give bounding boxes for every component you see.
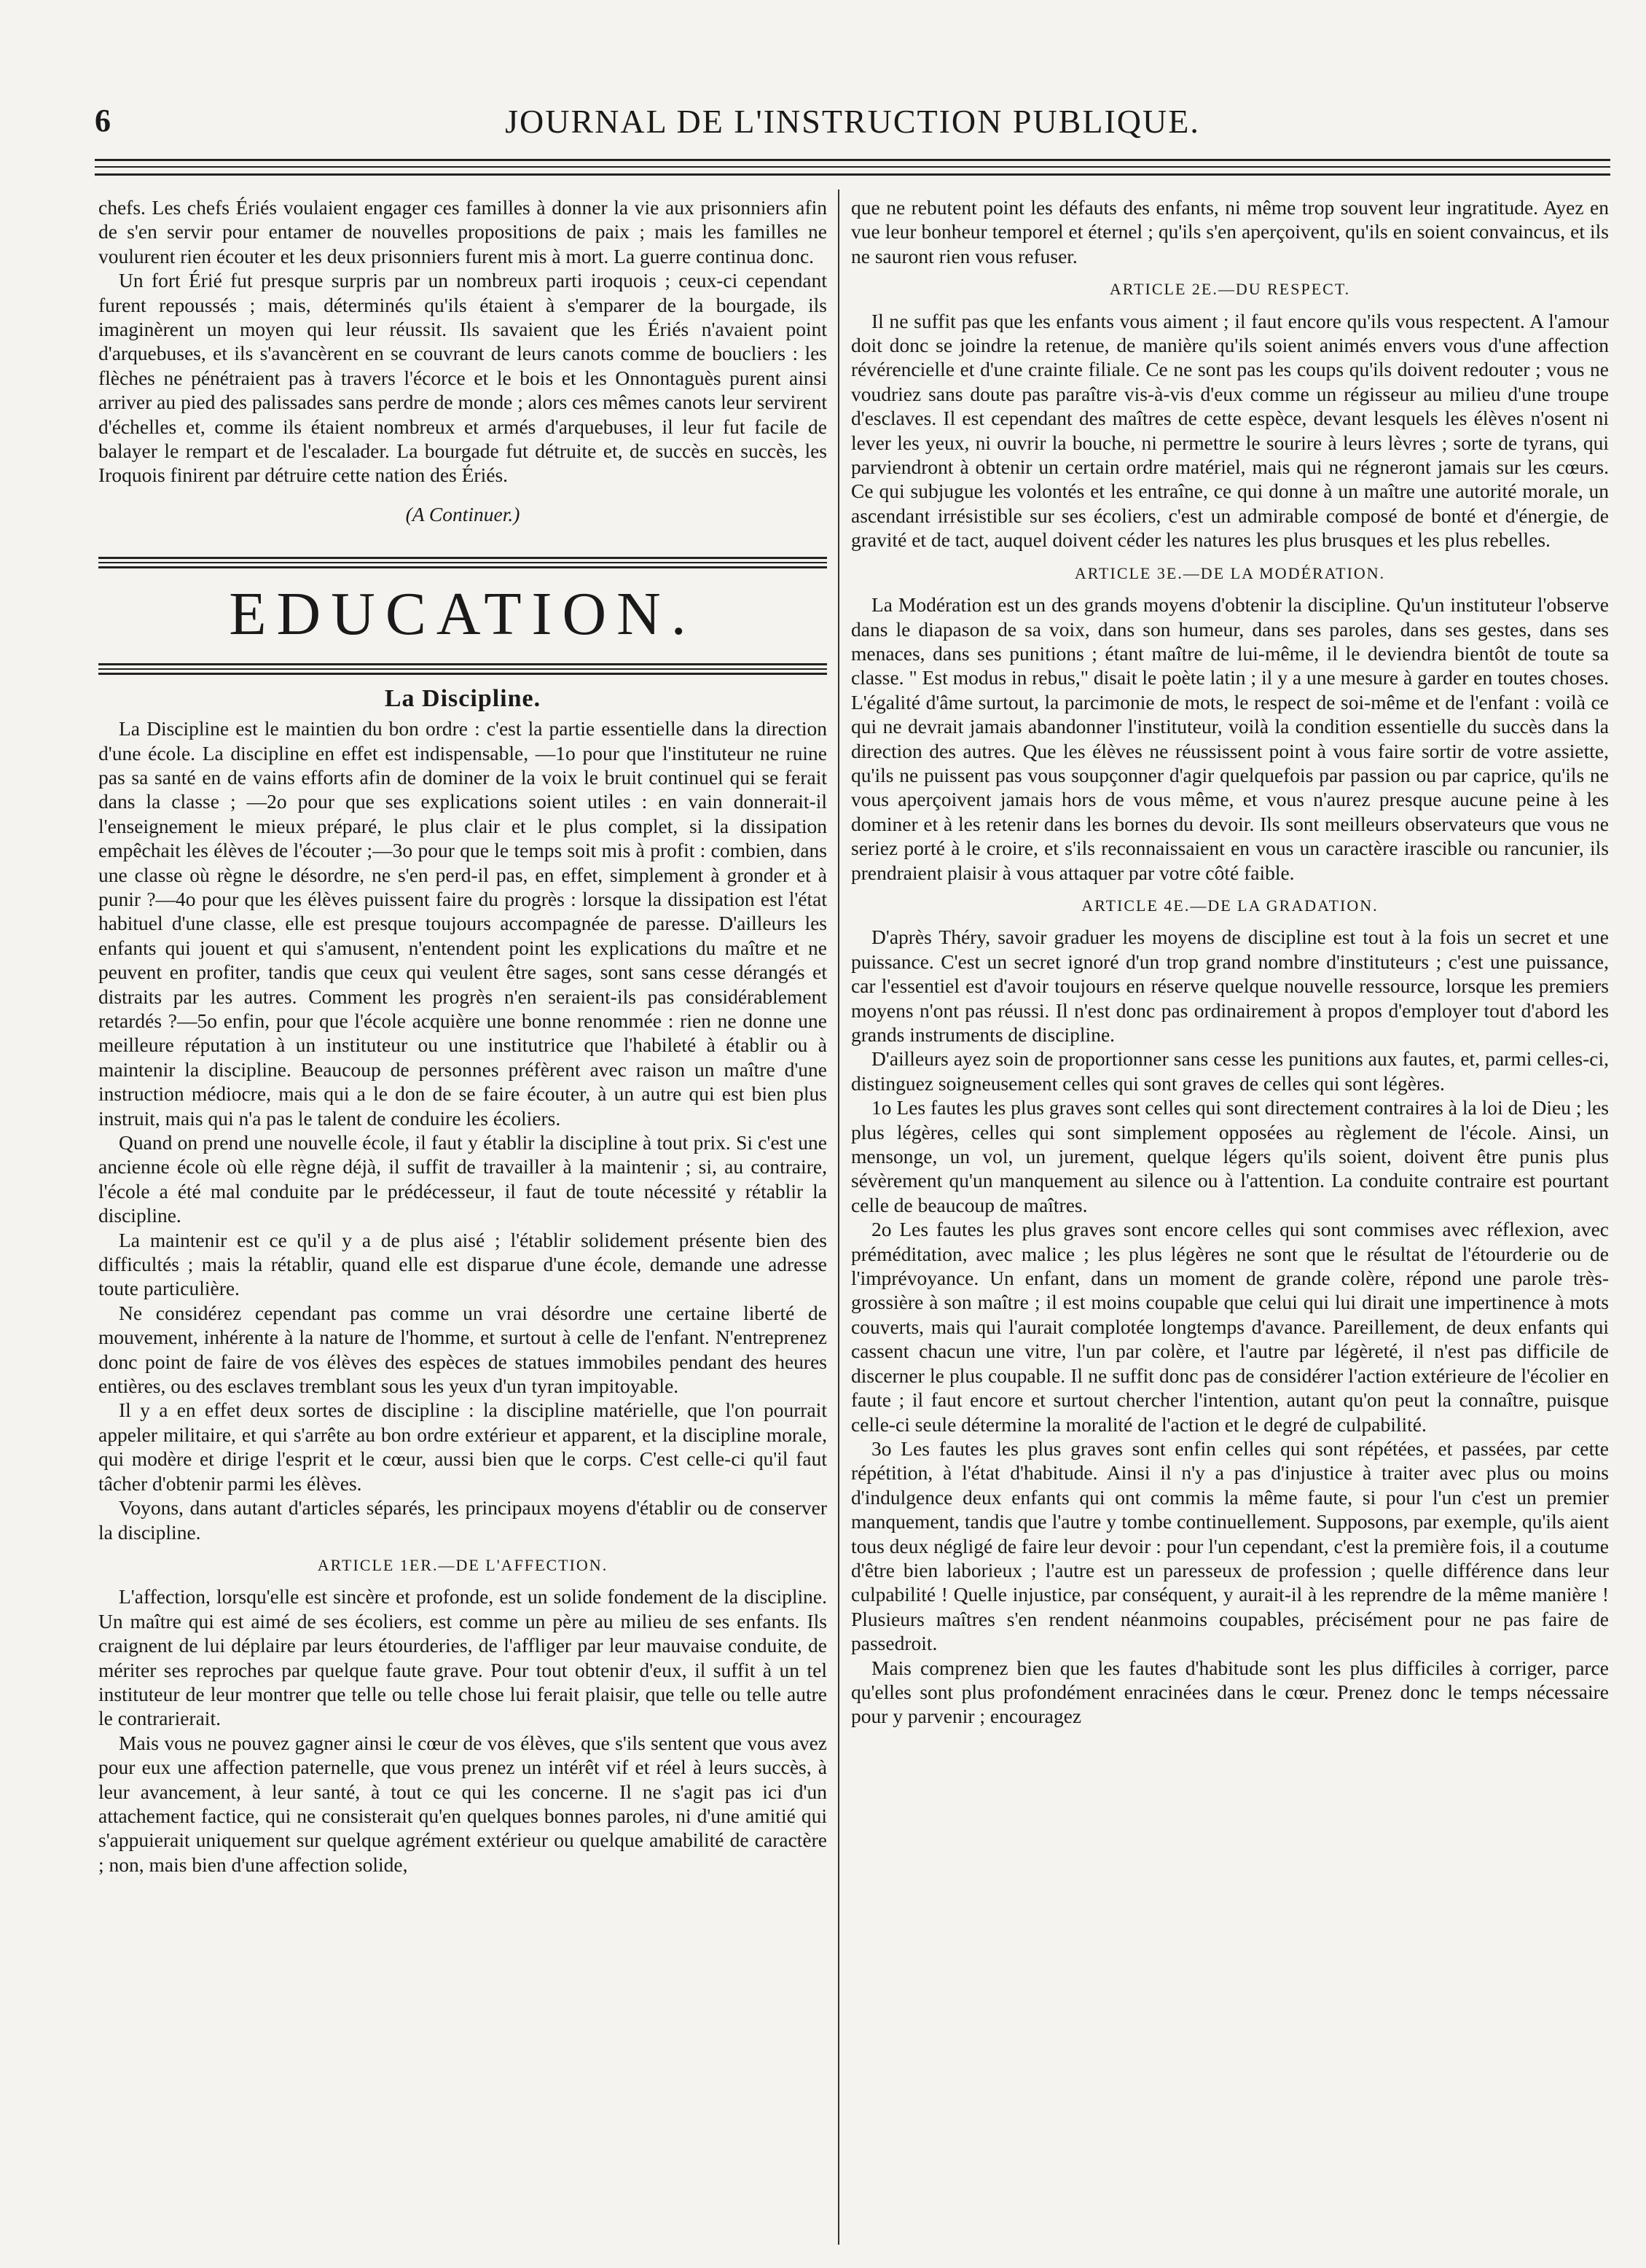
paragraph: Ne considérez cependant pas comme un vrai désordre une certaine liberté de mouvement, inhérente à la nature de l'homme, et surtout à celle de l'enfant. N'entreprenez donc point de faire de vos élèves des espèces de statues immobiles pendant des heures entières, ou des esclaves tremblant sous les yeux d'un tyran impitoyable. bbox=[98, 1301, 827, 1398]
paragraph: 2o Les fautes les plus graves sont encore celles qui sont commises avec réflexion, avec préméditation, avec malice ; les plus légères ne sont que le résultat de l'étourderie ou de l'imprévoyance. Un enfant, dans un moment de grande colère, répond une parole très-grossière à son maître ; il est moins coupable que celui qui lui dirait une impertinence à mots couverts, mais qui l'aurait complotée longtemps d'avance. Pareillement, de deux enfants qui cassent chacun une vitre, l'un par colère, et l'autre par légèreté, il n'est pas difficile de discerner le plus coupable. Il ne suffit donc pas de considérer l'action extérieure de l'écolier en faute ; il faut encore et surtout chercher l'intention, autant qu'on peut la connaître, puisque celle-ci seule détermine la moralité de l'action et le degré de culpabilité. bbox=[851, 1218, 1609, 1436]
page-number: 6 bbox=[95, 103, 111, 138]
paragraph: Il y a en effet deux sortes de discipline : la discipline matérielle, que l'on pourrait appeler militaire, et qui s'arrête au bon ordre extérieur et apparent, et la discipline morale, qui modère et dirige l'esprit et le cœur, aussi bien que le corps. C'est celle-ci qu'il faut tâcher d'obtenir parmi les élèves. bbox=[98, 1399, 827, 1495]
paragraph: Quand on prend une nouvelle école, il faut y établir la discipline à tout prix. Si c'est une ancienne école où elle règne déjà, il suffit de travailler à la maintenir ; si, au contraire, l'école a été mal conduite par le prédécesseur, il faut de toute nécessité y rétablir la discipline. bbox=[98, 1131, 827, 1227]
to-be-continued: (A Continuer.) bbox=[405, 502, 520, 525]
paragraph: 1o Les fautes les plus graves sont celles qui sont directement contraires à la loi de Dieu ; les plus légères, celles qui sont simplement opposées au règlement de l'école. Ainsi, un mensonge, un vol, un jurement, quelque légers qu'ils soient, doivent être punis plus sévèrement qu'un manquement au silence ou à l'attention. La conduite contraire est pourtant celle de beaucoup de maîtres. bbox=[851, 1096, 1609, 1216]
right-column bbox=[851, 195, 1609, 1729]
paragraph: Mais comprenez bien que les fautes d'habitude sont les plus difficiles à corriger, parce qu'elles sont plus profondément enracinées dans le cœur. Prenez donc le temps nécessaire pour y parvenir ; encouragez bbox=[851, 1656, 1609, 1728]
section-rule bbox=[98, 673, 827, 675]
paragraph: 3o Les fautes les plus graves sont enfin celles qui sont répétées, et passées, par cette répétition, à l'état d'habitude. Ainsi il n'y a pas d'injustice à traiter avec plus ou moins d'indulgence deux enfants qui ont commis la même faute, si pour l'un c'est un premier manquement, tandis que l'autre y tombe continuellement. Supposons, par exemple, qu'ils aient tous deux négligé de faire leur devoir : pour l'un cependant, c'est la première fois, il a coutume d'être bien laborieux ; l'autre est un paresseux de profession ; quelle différence dans leur culpabilité ! Quelle injustice, par conséquent, y aurait-il à les reprendre de la même manière ! Plusieurs maîtres s'en rendent néanmoins coupables, précisément pour ne pas faire de passedroit. bbox=[851, 1436, 1609, 1655]
section-rule bbox=[98, 663, 827, 665]
section-rule bbox=[98, 668, 827, 670]
article-heading: ARTICLE 2E.—DU RESPECT. bbox=[1109, 280, 1351, 299]
paragraph: que ne rebutent point les défauts des enfants, ni même trop souvent leur ingratitude. Ayez en vue leur bonheur temporel et éternel ; qu'ils s'en aperçoivent, qu'ils en soient convaincus, et ils ne sauront rien vous refuser. bbox=[851, 196, 1609, 267]
column-divider bbox=[838, 189, 839, 2245]
paragraph: Un fort Érié fut presque surpris par un nombreux parti iroquois ; ceux-ci cependant furent repoussés ; mais, déterminés qu'ils étaient à s'emparer de la bourgade, ils imaginèrent un moyen qui leur réussit. Ils savaient que les Ériés n'avaient point d'arquebuses, et ils s'avancèrent en se couvrant de leurs canots comme de boucliers : les flèches ne pénétraient pas à travers l'écorce et le bois et les Onnontaguès purent ainsi arriver au pied des palissades sans perdre de monde ; alors ces mêmes canots leur servirent d'échelles et, comme ils étaient nombreux et armés d'arquebuses, il leur fut facile de balayer le rempart et de l'escalader. La bourgade fut détruite et, de succès en succès, les Iroquois finirent par détruire cette nation des Ériés. bbox=[98, 269, 827, 487]
paragraph: Il ne suffit pas que les enfants vous aiment ; il faut encore qu'ils vous respectent. A l'amour doit donc se joindre la retenue, de manière qu'ils soient animés envers vous d'une affection révérencielle et d'une crainte filiale. Ce ne sont pas les coups qu'ils doivent redouter ; vous ne voudriez sans doute pas paraître vis-à-vis d'eux comme un régisseur au milieu d'une troupe d'esclaves. Il est cependant des maîtres de cette espèce, devant lesquels les élèves n'osent ni lever les yeux, ni ouvrir la bouche, ni permettre le sourire à leurs lèvres ; sorte de tyrans, qui parviendront à obtenir un certain ordre matériel, mais qui ne régneront jamais sur les cœurs. Ce qui subjugue les volontés et les entraîne, ce qui donne à un maître une autorité morale, un ascendant irrésistible sur ses écoliers, c'est un admirable composé de bonté et d'énergie, de gravité et de tact, auquel doivent céder les natures les plus brusques et les plus rebelles. bbox=[851, 309, 1609, 552]
header-rule-bottom bbox=[95, 173, 1610, 176]
section-rule bbox=[98, 557, 827, 559]
paragraph: chefs. Les chefs Ériés voulaient engager ces familles à donner la vie aux prisonniers afin de s'en servir pour entamer de nouvelles propositions de paix ; mais les familles ne voulurent rien écouter et les deux prisonniers furent mis à mort. La guerre continua donc. bbox=[98, 196, 827, 267]
section-rule bbox=[98, 562, 827, 563]
header-rule-top bbox=[95, 159, 1610, 161]
section-rule bbox=[98, 566, 827, 568]
paragraph: Mais vous ne pouvez gagner ainsi le cœur de vos élèves, que s'ils sentent que vous avez pour eux une affection paternelle, que vous prenez un intérêt vif et réel à leurs succès, à leur avancement, à leur santé, à tout ce qui les concerne. Il ne s'agit pas ici d'un attachement factice, qui ne consisterait qu'en quelques bonnes paroles, ni d'une amitié qui s'appuierait uniquement sur quelque agrément extérieur ou quelque amabilité de caractère ; non, mais bien d'une affection solide, bbox=[98, 1731, 827, 1876]
article-heading: ARTICLE 1ER.—DE L'AFFECTION. bbox=[317, 1555, 608, 1574]
page-header bbox=[95, 102, 1610, 146]
section-title: EDUCATION. bbox=[229, 580, 697, 649]
paragraph: D'ailleurs ayez soin de proportionner sans cesse les punitions aux fautes, et, parmi celles-ci, distinguez soigneusement celles qui sont graves de celles qui sont légères. bbox=[851, 1047, 1609, 1095]
left-column bbox=[98, 195, 827, 1877]
header-rule-middle bbox=[95, 166, 1610, 168]
paragraph: La maintenir est ce qu'il y a de plus aisé ; l'établir solidement présente bien des difficultés ; mais la rétablir, quand elle est disparue d'une école, demande une adresse toute particulière. bbox=[98, 1228, 827, 1300]
paragraph: La Discipline est le maintien du bon ordre : c'est la partie essentielle dans la direction d'une école. La discipline en effet est indispensable, —1o pour que l'instituteur ne ruine pas sa santé en de vains efforts afin de dominer de la voix le bruit continuel qui se ferait dans la classe ; —2o pour que ses explications soient utiles : en vain donnerait-il l'enseignement le mieux préparé, le plus clair et le plus complet, si la dissipation empêchait les élèves de l'écouter ;—3o pour que le temps soit mis à profit : combien, dans une classe où règne le désordre, ne s'en perd-il pas, en effet, simplement à gronder et à punir ?—4o pour que les élèves puissent faire du progrès : lorsque la dissipation est l'état habituel d'une classe, elle est presque toujours accompagnée de paresse. D'ailleurs les enfants qui jouent et qui s'amusent, n'entendent point les explications du maître et ne peuvent en profiter, tandis que ceux qui veulent être sages, sont sans cesse dérangés et distraits par les autres. Comment les progrès n'en seraient-ils pas considérablement retardés ?—5o enfin, pour que l'école acquière une bonne renommée : rien ne donne une meilleure réputation à un instituteur ou une institutrice que l'habileté à établir ou à maintenir la discipline. Beaucoup de personnes préfèrent avec raison un maître d'une instruction médiocre, mais qui a le don de se faire écouter, à un autre qui est bien plus instruit, mais qui n'a pas le talent de conduire les écoliers. bbox=[98, 717, 827, 1130]
journal-title: JOURNAL DE L'INSTRUCTION PUBLIQUE. bbox=[505, 103, 1200, 140]
subsection-title: La Discipline. bbox=[384, 684, 541, 712]
paragraph: L'affection, lorsqu'elle est sincère et profonde, est un solide fondement de la discipline. Un maître qui est aimé de ses écoliers, est comme un père au milieu de ses enfants. Ils craignent de lui déplaire par leurs étourderies, de l'affliger par leur mauvaise conduite, de mériter ses reproches par quelque faute grave. Pour tout obtenir d'eux, il suffit à un tel instituteur de leur montrer que telle ou telle chose lui ferait plaisir, que telle ou telle autre le contrarierait. bbox=[98, 1585, 827, 1730]
article-heading: ARTICLE 4E.—DE LA GRADATION. bbox=[1081, 896, 1379, 915]
paragraph: Voyons, dans autant d'articles séparés, les principaux moyens d'établir ou de conserver la discipline. bbox=[98, 1496, 827, 1544]
paragraph: La Modération est un des grands moyens d'obtenir la discipline. Qu'un instituteur l'observe dans le diapason de sa voix, dans son humeur, dans ses paroles, dans ses gestes, dans ses menaces, dans ses punitions ; étant maître de lui-même, il le deviendra bientôt de toute sa classe. " Est modus in rebus," disait le poète latin ; il y a une mesure à garder en toutes choses. L'égalité d'âme surtout, la parcimonie de mots, le respect de soi-même et de l'enfant : voilà ce qui ne devrait jamais abandonner l'instituteur, voilà la condition essentielle du succès dans la direction des autres. Que les élèves ne réussissent point à vous faire sortir de votre assiette, qu'ils ne puissent pas vous soupçonner d'agir quelquefois par passion ou par caprice, qu'ils ne vous aperçoivent jamais hors de vous même, et vous n'aurez presque aucune peine à les dominer et à les retenir dans les bornes du devoir. Ils sont meilleurs observateurs que vous ne seriez porté à le croire, et s'ils reconnaissaient en vous un caractère irascible ou rancunier, ils prendraient plaisir à vous attaquer par votre côté faible. bbox=[851, 593, 1609, 884]
paragraph: D'après Théry, savoir graduer les moyens de discipline est tout à la fois un secret et une puissance. C'est un secret ignoré d'un trop grand nombre d'instituteurs ; c'est une puissance, car l'essentiel est d'avoir toujours en réserve quelque nouvelle ressource, lorsque les premiers moyens n'ont pas réussi. Il n'est donc pas ordinairement à propos d'employer tout d'abord les grands instruments de discipline. bbox=[851, 926, 1609, 1046]
article-heading: ARTICLE 3E.—DE LA MODÉRATION. bbox=[1074, 563, 1386, 582]
